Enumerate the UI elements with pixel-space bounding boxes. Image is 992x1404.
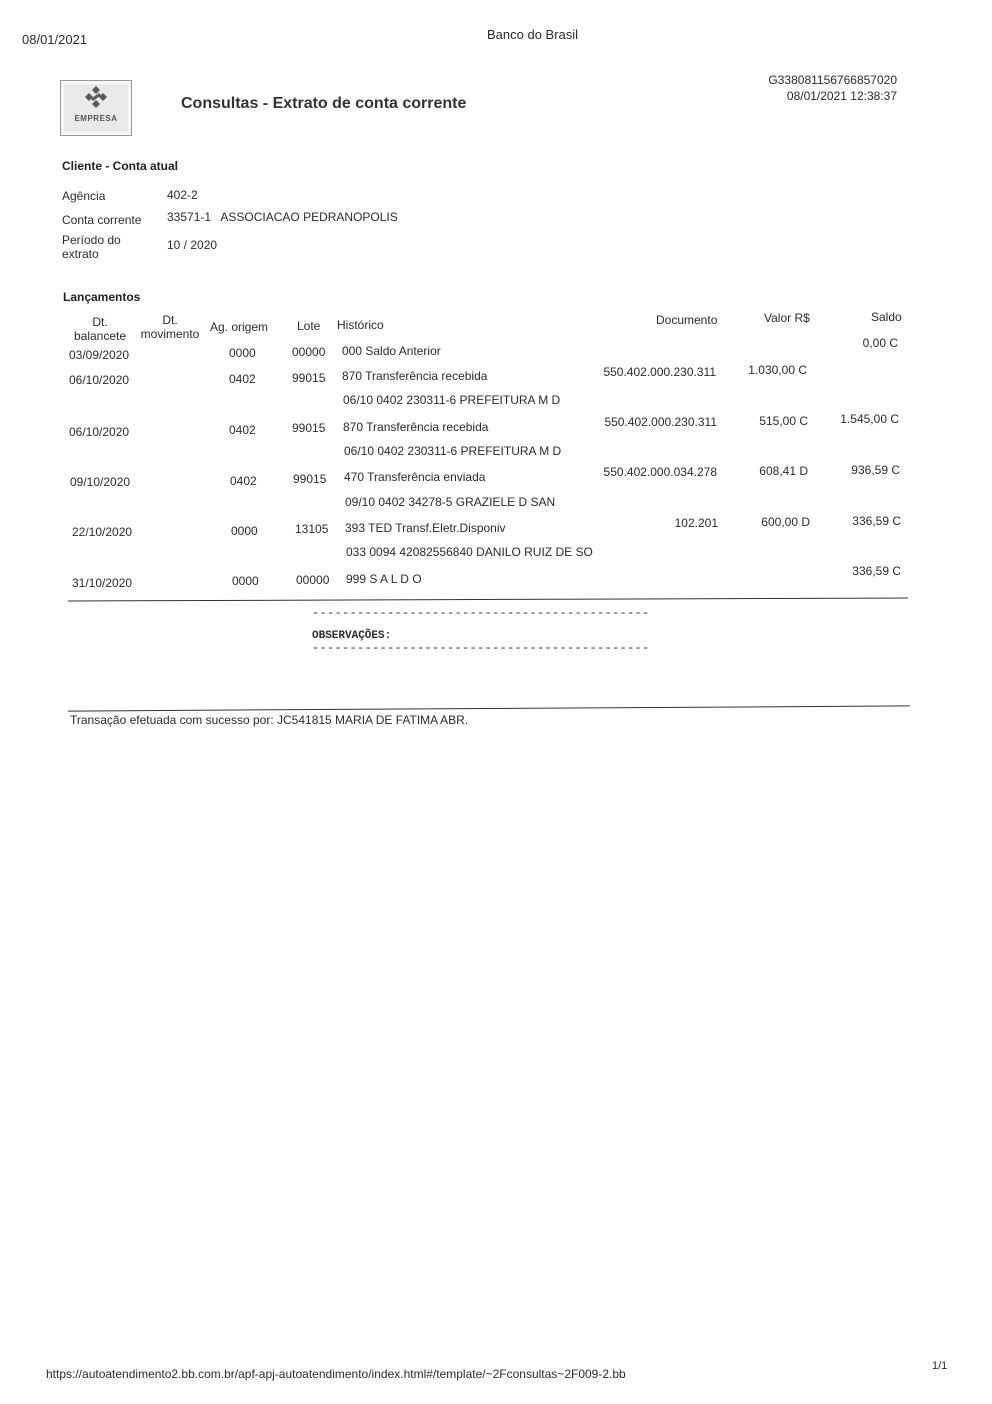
row-saldo: 336,59 C [852,514,901,528]
page-number: 1/1 [932,1360,948,1372]
agencia-label: Agência [62,189,106,203]
bb-logo-icon [84,85,108,109]
row-saldo: 336,59 C [852,564,901,578]
row-saldo: 1.545,00 C [840,412,899,426]
transaction-timestamp: 08/01/2021 12:38:37 [786,89,897,103]
row-saldo: 936,59 C [851,463,900,477]
row-ag-origem: 0000 [232,574,259,588]
print-date: 08/01/2021 [22,32,88,47]
row-lote: 99015 [293,472,327,486]
row-date: 31/10/2020 [72,576,133,590]
row-valor: 600,00 D [761,515,810,529]
row-documento: 550.402.000.230.311 [604,415,717,429]
row-detail: 033 0094 42082556840 DANILO RUIZ DE SO [346,545,593,559]
row-saldo: 0,00 C [862,336,898,350]
observacoes-dashes-bottom: --------------------------------------------- [312,641,650,655]
row-valor: 1.030,00 C [748,363,807,377]
row-historico: 999 S A L D O [346,572,422,586]
periodo-label-line1: Período do [62,233,121,247]
row-detail: 06/10 0402 230311-6 PREFEITURA M D [344,444,562,458]
observacoes-dashes-top: --------------------------------------------- [312,606,650,620]
row-lote: 00000 [292,345,326,359]
row-date: 06/10/2020 [69,425,130,439]
col-saldo: Saldo [871,310,902,324]
col-dt-balancete: Dt. balancete [73,315,127,343]
transaction-note: Transação efetuada com sucesso por: JC541815 MARIA DE FATIMA ABR. [70,713,469,727]
transaction-code: G338081156766857020 [768,73,897,87]
agencia-value: 402-2 [167,188,198,202]
col-historico: Histórico [337,318,384,332]
row-documento: 550.402.000.034.278 [603,465,717,479]
row-historico: 393 TED Transf.Eletr.Disponiv [345,521,506,535]
col-dt-movimento: Dt. movimento [140,313,200,341]
row-ag-origem: 0000 [229,346,256,360]
row-detail: 06/10 0402 230311-6 PREFEITURA M D [343,393,561,407]
row-date: 09/10/2020 [70,475,131,489]
row-historico: 870 Transferência recebida [342,369,488,383]
row-historico: 000 Saldo Anterior [342,344,441,358]
row-date: 22/10/2020 [72,525,133,539]
row-valor: 608,41 D [759,464,808,478]
row-valor: 515,00 C [759,414,808,428]
client-section-title: Cliente - Conta atual [62,159,179,173]
row-lote: 99015 [292,371,326,385]
col-lote: Lote [297,319,321,333]
row-lote: 13105 [295,522,329,536]
row-detail: 09/10 0402 34278-5 GRAZIELE D SAN [345,495,556,509]
page-title: Consultas - Extrato de conta corrente [181,95,467,112]
row-date: 03/09/2020 [69,348,130,362]
conta-label: Conta corrente [62,213,142,227]
conta-value: 33571-1 ASSOCIACAO PEDRANOPOLIS [167,210,398,224]
row-ag-origem: 0402 [230,474,257,488]
periodo-label-line2: extrato [62,247,99,261]
row-documento: 550.402.000.230.311 [603,365,716,379]
col-valor: Valor R$ [764,311,810,325]
periodo-value: 10 / 2020 [167,238,218,252]
col-documento: Documento [656,313,718,327]
row-documento: 102.201 [674,516,718,530]
row-ag-origem: 0402 [229,372,256,386]
footer-rule [68,705,910,711]
site-name: Banco do Brasil [487,27,579,42]
row-ag-origem: 0402 [229,423,256,437]
bank-logo [60,80,132,136]
col-ag-origem: Ag. origem [210,320,269,334]
row-historico: 470 Transferência enviada [344,470,486,484]
observacoes-label: OBSERVAÇÕES: [312,630,392,642]
row-ag-origem: 0000 [231,524,258,538]
row-historico: 870 Transferência recebida [343,420,489,434]
lancamentos-section-title: Lançamentos [63,290,141,304]
logo-label: EMPRESA [74,114,118,123]
row-date: 06/10/2020 [69,373,130,387]
row-lote: 00000 [296,573,330,587]
page-url: https://autoatendimento2.bb.com.br/apf-apj-autoatendimento/index.html#/template/~2Fconsultas~2F009-2.bb [46,1367,626,1381]
table-bottom-rule [68,598,908,602]
row-lote: 99015 [292,421,326,435]
